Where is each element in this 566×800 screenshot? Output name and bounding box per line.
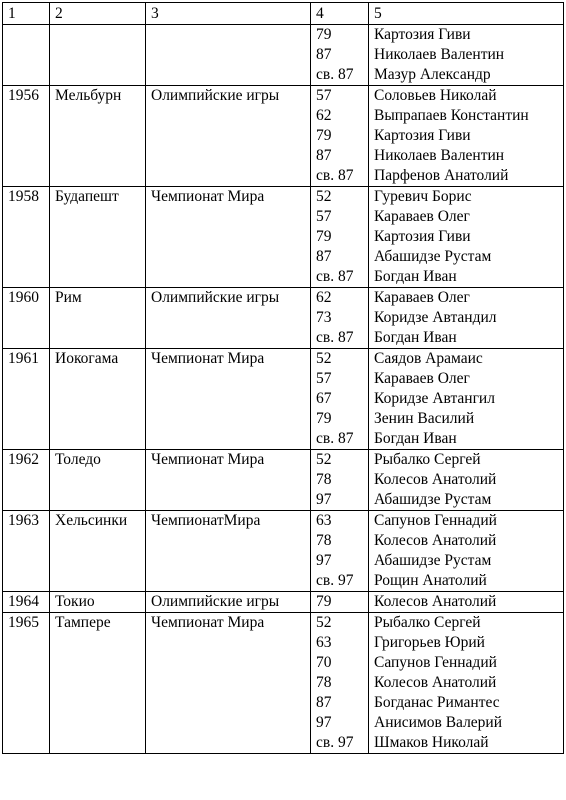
weight-class: 87 — [316, 694, 332, 711]
weight-class: 70 — [316, 654, 332, 671]
year-cell: 1958 — [3, 187, 50, 288]
athlete-name: Караваев Олег — [374, 208, 470, 225]
table-row — [3, 25, 564, 86]
athlete-name: Коридзе Автангил — [374, 390, 495, 407]
athlete-name: Выпрапаев Константин — [374, 107, 529, 124]
table-row — [3, 511, 564, 592]
athlete-name: Саядов Арамаис — [374, 350, 483, 367]
weight-class: 52 — [316, 614, 332, 631]
city-cell: Хельсинки — [50, 511, 146, 592]
table-row — [3, 288, 564, 349]
weight-cell — [311, 349, 369, 450]
weight-class: 97 — [316, 714, 332, 731]
weight-class: 67 — [316, 390, 332, 407]
athlete-name: Парфенов Анатолий — [374, 167, 509, 184]
athletes-cell — [369, 613, 564, 754]
weight-cell — [311, 187, 369, 288]
event-cell: Олимпийские игры — [146, 288, 311, 349]
athlete-name: Колесов Анатолий — [374, 532, 497, 549]
year-cell: 1962 — [3, 450, 50, 511]
city-cell: Тампере — [50, 613, 146, 754]
weight-class: св. 87 — [316, 167, 354, 184]
city-cell: Будапешт — [50, 187, 146, 288]
athlete-name: Караваев Олег — [374, 370, 470, 387]
results-table — [2, 2, 564, 754]
athletes-cell — [369, 450, 564, 511]
year-cell — [3, 25, 50, 86]
athlete-name: Картозия Гиви — [374, 228, 471, 245]
weight-class: св. 87 — [316, 66, 354, 83]
weight-class: 78 — [316, 674, 332, 691]
weight-class: 87 — [316, 248, 332, 265]
weight-class: св. 97 — [316, 572, 354, 589]
athlete-name: Абашидзе Рустам — [374, 248, 492, 265]
header-row — [3, 3, 564, 25]
athlete-name: Караваев Олег — [374, 289, 470, 306]
city-cell: Иокогама — [50, 349, 146, 450]
weight-class: 62 — [316, 107, 332, 124]
weight-class: св. 87 — [316, 329, 354, 346]
athlete-name: Николаев Валентин — [374, 46, 505, 63]
weight-class: 87 — [316, 147, 332, 164]
event-cell: Олимпийские игры — [146, 86, 311, 187]
column-number-5: 5 — [369, 3, 564, 25]
weight-class: 79 — [316, 410, 332, 427]
athlete-name: Картозия Гиви — [374, 26, 471, 43]
year-cell: 1965 — [3, 613, 50, 754]
table-row — [3, 187, 564, 288]
athlete-name: Богдан Иван — [374, 329, 457, 346]
athletes-cell — [369, 187, 564, 288]
weight-class: 79 — [316, 228, 332, 245]
table-row — [3, 592, 564, 613]
weight-cell — [311, 450, 369, 511]
event-cell: Чемпионат Мира — [146, 450, 311, 511]
athlete-name: Рыбалко Сергей — [374, 614, 481, 631]
athletes-cell — [369, 511, 564, 592]
column-number-3: 3 — [146, 3, 311, 25]
weight-class: св. 97 — [316, 734, 354, 751]
year-cell: 1963 — [3, 511, 50, 592]
athlete-name: Рощин Анатолий — [374, 572, 487, 589]
athletes-cell — [369, 86, 564, 187]
athletes-cell — [369, 288, 564, 349]
athlete-name: Богдан Иван — [374, 268, 457, 285]
weight-class: 63 — [316, 512, 332, 529]
athletes-cell — [369, 25, 564, 86]
table-row — [3, 349, 564, 450]
athlete-name: Картозия Гиви — [374, 127, 471, 144]
athletes-cell — [369, 349, 564, 450]
athlete-name: Анисимов Валерий — [374, 714, 503, 731]
year-cell: 1964 — [3, 592, 50, 613]
athlete-name: Богданас Римантес — [374, 694, 500, 711]
athlete-name: Колесов Анатолий — [374, 471, 497, 488]
event-cell — [146, 25, 311, 86]
city-cell: Токио — [50, 592, 146, 613]
athlete-name: Колесов Анатолий — [374, 674, 497, 691]
weight-class: 79 — [316, 26, 332, 43]
weight-class: 52 — [316, 350, 332, 367]
athlete-name: Зенин Василий — [374, 410, 475, 427]
athlete-name: Сапунов Геннадий — [374, 512, 497, 529]
athletes-cell — [369, 592, 564, 613]
column-number-2: 2 — [50, 3, 146, 25]
city-cell: Толедо — [50, 450, 146, 511]
athlete-name: Николаев Валентин — [374, 147, 505, 164]
athlete-name: Коридзе Автандил — [374, 309, 497, 326]
weight-class: св. 87 — [316, 268, 354, 285]
column-number-4: 4 — [311, 3, 369, 25]
weight-class: 62 — [316, 289, 332, 306]
year-cell: 1961 — [3, 349, 50, 450]
event-cell: ЧемпионатМира — [146, 511, 311, 592]
athlete-name: Мазур Александр — [374, 66, 491, 83]
weight-cell — [311, 25, 369, 86]
event-cell: Чемпионат Мира — [146, 613, 311, 754]
weight-class: 52 — [316, 188, 332, 205]
weight-class: 57 — [316, 370, 332, 387]
athlete-name: Гуревич Борис — [374, 188, 472, 205]
weight-class: 73 — [316, 309, 332, 326]
event-cell: Чемпионат Мира — [146, 187, 311, 288]
city-cell: Мельбурн — [50, 86, 146, 187]
weight-cell — [311, 86, 369, 187]
weight-class: 97 — [316, 491, 332, 508]
weight-cell — [311, 288, 369, 349]
weight-class: 78 — [316, 532, 332, 549]
table-body — [3, 3, 564, 754]
athlete-name: Рыбалко Сергей — [374, 451, 481, 468]
athlete-name: Соловьев Николай — [374, 87, 497, 104]
athlete-name: Богдан Иван — [374, 430, 457, 447]
athlete-name: Сапунов Геннадий — [374, 654, 497, 671]
athlete-name: Абашидзе Рустам — [374, 491, 492, 508]
year-cell: 1960 — [3, 288, 50, 349]
weight-class: 57 — [316, 87, 332, 104]
weight-class: 97 — [316, 552, 332, 569]
event-cell: Чемпионат Мира — [146, 349, 311, 450]
table-row — [3, 450, 564, 511]
weight-cell — [311, 592, 369, 613]
year-cell: 1956 — [3, 86, 50, 187]
weight-class: 79 — [316, 593, 332, 610]
athlete-name: Абашидзе Рустам — [374, 552, 492, 569]
weight-class: 79 — [316, 127, 332, 144]
athlete-name: Шмаков Николай — [374, 734, 489, 751]
weight-class: 87 — [316, 46, 332, 63]
athlete-name: Колесов Анатолий — [374, 593, 497, 610]
weight-class: 78 — [316, 471, 332, 488]
table-row — [3, 86, 564, 187]
weight-cell — [311, 511, 369, 592]
athlete-name: Григорьев Юрий — [374, 634, 485, 651]
weight-class: 63 — [316, 634, 332, 651]
city-cell: Рим — [50, 288, 146, 349]
table-row — [3, 613, 564, 754]
weight-class: св. 87 — [316, 430, 354, 447]
event-cell: Олимпийские игры — [146, 592, 311, 613]
column-number-1: 1 — [3, 3, 50, 25]
weight-cell — [311, 613, 369, 754]
weight-class: 57 — [316, 208, 332, 225]
city-cell — [50, 25, 146, 86]
weight-class: 52 — [316, 451, 332, 468]
